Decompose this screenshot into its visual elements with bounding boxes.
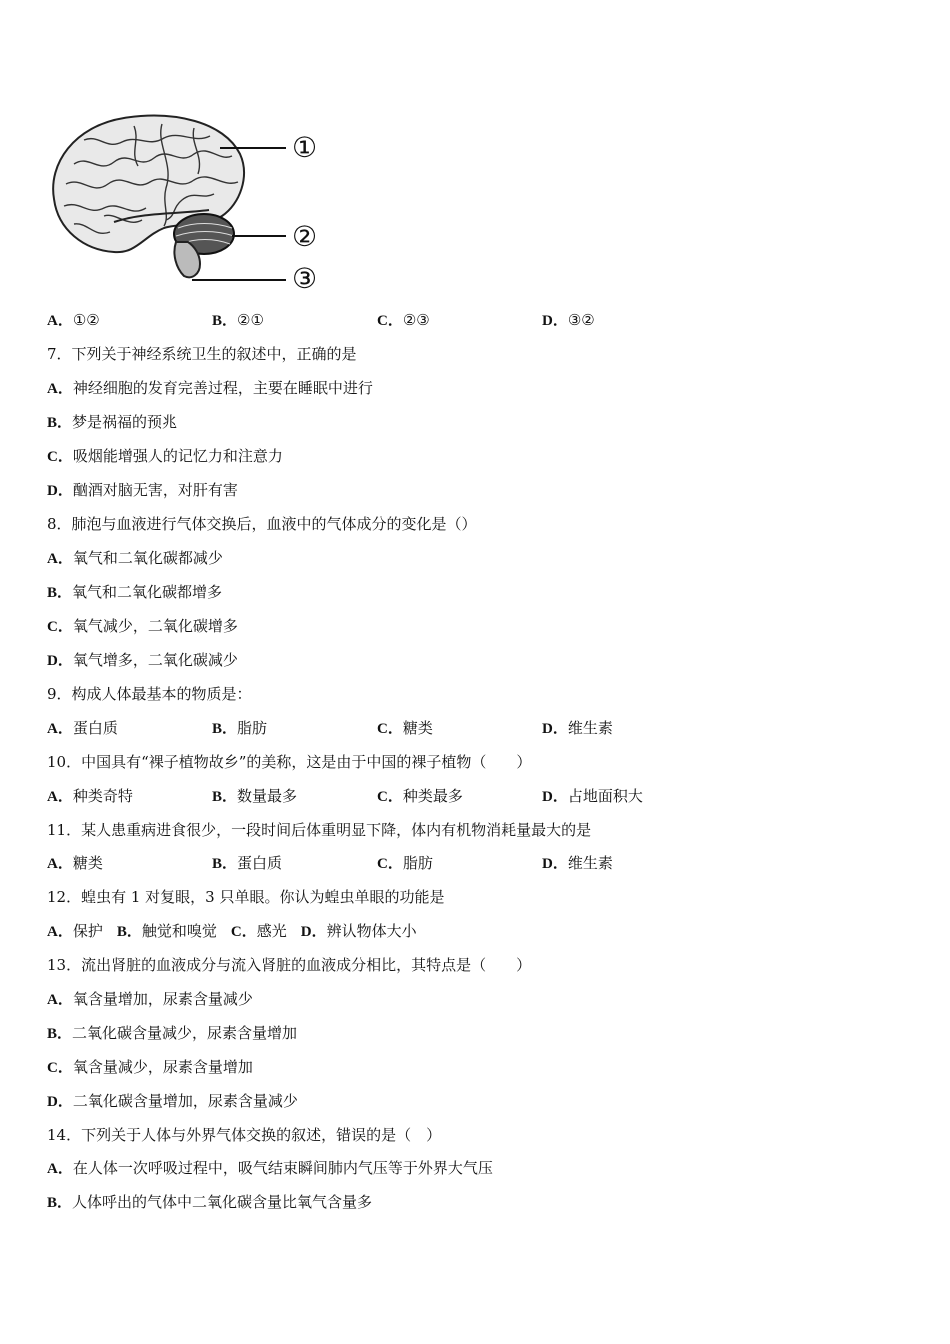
label-2: ② — [292, 220, 318, 253]
q9-option-a-text: 蛋白质 — [72, 719, 118, 737]
q10-option-a-label: A． — [47, 789, 73, 805]
q6-option-c-text: ②③ — [402, 311, 430, 329]
q14-option-b[interactable] — [47, 1192, 372, 1213]
q10-option-d-label: D． — [542, 789, 568, 805]
q12-option-b-label: B． — [116, 924, 142, 940]
q13-option-b-text: 二氧化碳含量减少，尿素含量增加 — [72, 1024, 298, 1042]
q11-option-c-label: C． — [377, 856, 403, 872]
q13-option-d-text: 二氧化碳含量增加，尿素含量减少 — [72, 1092, 298, 1110]
brain-figure — [44, 104, 344, 300]
q12-option-c-label: C． — [230, 924, 257, 940]
q8-option-b-text: 氧气和二氧化碳都增多 — [72, 583, 223, 601]
q10-options — [47, 786, 847, 806]
q13-option-a[interactable] — [47, 989, 253, 1010]
q8-option-d-label: D． — [47, 653, 73, 669]
q6-option-b[interactable] — [212, 310, 264, 331]
q9-option-b-text: 脂肪 — [237, 719, 268, 737]
q9-options — [47, 718, 847, 738]
q10-option-c-label: C． — [377, 789, 403, 805]
q9-option-c-label: C． — [377, 721, 403, 737]
q11-option-c-text: 脂肪 — [402, 854, 433, 872]
q13-option-c-label: C． — [47, 1060, 73, 1076]
q11-option-a-label: A． — [47, 856, 73, 872]
q6-options — [47, 310, 847, 330]
q13-option-a-label: A． — [47, 992, 73, 1008]
q10-option-b-text: 数量最多 — [237, 787, 298, 805]
q10-stem: 10．中国具有“裸子植物故乡”的美称，这是由于中国的裸子植物（ ） — [47, 753, 532, 771]
q12-option-b[interactable] — [117, 922, 217, 940]
q8-option-b-label: B． — [47, 585, 73, 601]
brain-illustration — [44, 104, 344, 300]
q10-option-a-text: 种类奇特 — [72, 787, 133, 805]
q7-option-b[interactable] — [47, 412, 177, 433]
q8-option-a-text: 氧气和二氧化碳都减少 — [72, 549, 223, 567]
q8-option-a-label: A． — [47, 551, 73, 567]
q6-option-a[interactable] — [47, 310, 100, 331]
q7-option-c[interactable] — [47, 446, 283, 467]
q7-option-b-text: 梦是祸福的预兆 — [72, 413, 178, 431]
q12-option-d[interactable] — [301, 922, 417, 940]
q13-option-b-label: B． — [47, 1026, 73, 1042]
q6-option-d[interactable] — [542, 310, 595, 331]
q14-stem: 14．下列关于人体与外界气体交换的叙述，错误的是（ ） — [47, 1126, 442, 1144]
q6-option-a-label: A． — [47, 313, 73, 329]
q13-option-c[interactable] — [47, 1057, 253, 1078]
q12-options — [47, 921, 431, 942]
q14-option-a-label: A． — [47, 1161, 73, 1177]
q8-option-c[interactable] — [47, 616, 238, 637]
q7-option-d[interactable] — [47, 480, 238, 501]
q8-option-d[interactable] — [47, 650, 238, 671]
q8-stem: 8．肺泡与血液进行气体交换后，血液中的气体成分的变化是（） — [47, 515, 477, 533]
q6-option-d-label: D． — [542, 313, 568, 329]
q13-option-d[interactable] — [47, 1091, 298, 1112]
q7-option-a-label: A． — [47, 381, 73, 397]
q11-options — [47, 853, 847, 873]
q9-option-b[interactable] — [212, 718, 267, 739]
q13-option-b[interactable] — [47, 1023, 297, 1044]
q11-stem: 11．某人患重病进食很少，一段时间后体重明显下降，体内有机物消耗量最大的是 — [47, 821, 592, 839]
q10-option-d-text: 占地面积大 — [567, 787, 643, 805]
q10-option-a[interactable] — [47, 786, 133, 807]
q6-option-c[interactable] — [377, 310, 430, 331]
q11-option-a[interactable] — [47, 853, 103, 874]
q9-option-c-text: 糖类 — [402, 719, 433, 737]
q10-option-c[interactable] — [377, 786, 463, 807]
q14-option-b-text: 人体呼出的气体中二氧化碳含量比氧气含量多 — [72, 1193, 373, 1211]
q10-option-c-text: 种类最多 — [402, 787, 463, 805]
q9-option-d[interactable] — [542, 718, 613, 739]
q11-option-b[interactable] — [212, 853, 282, 874]
q12-option-a-text: 保护 — [72, 922, 103, 940]
q11-option-a-text: 糖类 — [72, 854, 103, 872]
q8-option-a[interactable] — [47, 548, 223, 569]
q12-option-d-text: 辨认物体大小 — [326, 922, 417, 940]
q9-option-d-text: 维生素 — [567, 719, 613, 737]
q14-option-a[interactable] — [47, 1158, 493, 1179]
q9-option-a[interactable] — [47, 718, 118, 739]
q9-option-b-label: B． — [212, 721, 238, 737]
q6-option-c-label: C． — [377, 313, 403, 329]
q9-option-c[interactable] — [377, 718, 433, 739]
q8-option-c-label: C． — [47, 619, 73, 635]
q11-option-d-label: D． — [542, 856, 568, 872]
q7-stem: 7．下列关于神经系统卫生的叙述中，正确的是 — [47, 345, 357, 363]
label-1: ① — [292, 131, 318, 164]
q8-option-c-text: 氧气减少，二氧化碳增多 — [72, 617, 238, 635]
q11-option-d[interactable] — [542, 853, 613, 874]
q7-option-c-text: 吸烟能增强人的记忆力和注意力 — [72, 447, 283, 465]
q10-option-b[interactable] — [212, 786, 297, 807]
q11-option-b-text: 蛋白质 — [237, 854, 283, 872]
q9-option-a-label: A． — [47, 721, 73, 737]
q11-option-c[interactable] — [377, 853, 433, 874]
q8-option-d-text: 氧气增多，二氧化碳减少 — [72, 651, 238, 669]
q10-option-b-label: B． — [212, 789, 238, 805]
q12-option-c-text: 感光 — [256, 922, 287, 940]
q12-option-a-label: A． — [47, 924, 73, 940]
q14-option-a-text: 在人体一次呼吸过程中，吸气结束瞬间肺内气压等于外界大气压 — [72, 1159, 493, 1177]
q7-option-d-label: D． — [47, 483, 73, 499]
q12-option-c[interactable] — [231, 922, 287, 940]
q14-option-b-label: B． — [47, 1195, 73, 1211]
q9-option-d-label: D． — [542, 721, 568, 737]
q6-option-b-label: B． — [212, 313, 238, 329]
q7-option-d-text: 酗酒对脑无害，对肝有害 — [72, 481, 238, 499]
q6-option-a-text: ①② — [72, 311, 100, 329]
q7-option-b-label: B． — [47, 415, 73, 431]
q13-option-a-text: 氧含量增加，尿素含量减少 — [72, 990, 253, 1008]
q7-option-c-label: C． — [47, 449, 73, 465]
q9-stem: 9．构成人体最基本的物质是： — [47, 685, 252, 703]
q12-option-d-label: D． — [300, 924, 327, 940]
q12-option-a[interactable] — [47, 922, 103, 940]
q11-option-b-label: B． — [212, 856, 238, 872]
q10-option-d[interactable] — [542, 786, 643, 807]
q11-option-d-text: 维生素 — [567, 854, 613, 872]
q13-option-d-label: D． — [47, 1094, 73, 1110]
q12-stem: 12．蝗虫有 1 对复眼，3 只单眼。你认为蝗虫单眼的功能是 — [47, 888, 445, 906]
q7-option-a[interactable] — [47, 378, 373, 399]
q6-option-d-text: ③② — [567, 311, 595, 329]
q8-option-b[interactable] — [47, 582, 222, 603]
q7-option-a-text: 神经细胞的发育完善过程，主要在睡眠中进行 — [72, 379, 373, 397]
label-3: ③ — [292, 262, 318, 295]
q13-option-c-text: 氧含量减少，尿素含量增加 — [72, 1058, 253, 1076]
q6-option-b-text: ②① — [237, 311, 264, 329]
q13-stem: 13．流出肾脏的血液成分与流入肾脏的血液成分相比，其特点是（ ） — [47, 956, 532, 974]
q12-option-b-text: 触觉和嗅觉 — [141, 922, 217, 940]
